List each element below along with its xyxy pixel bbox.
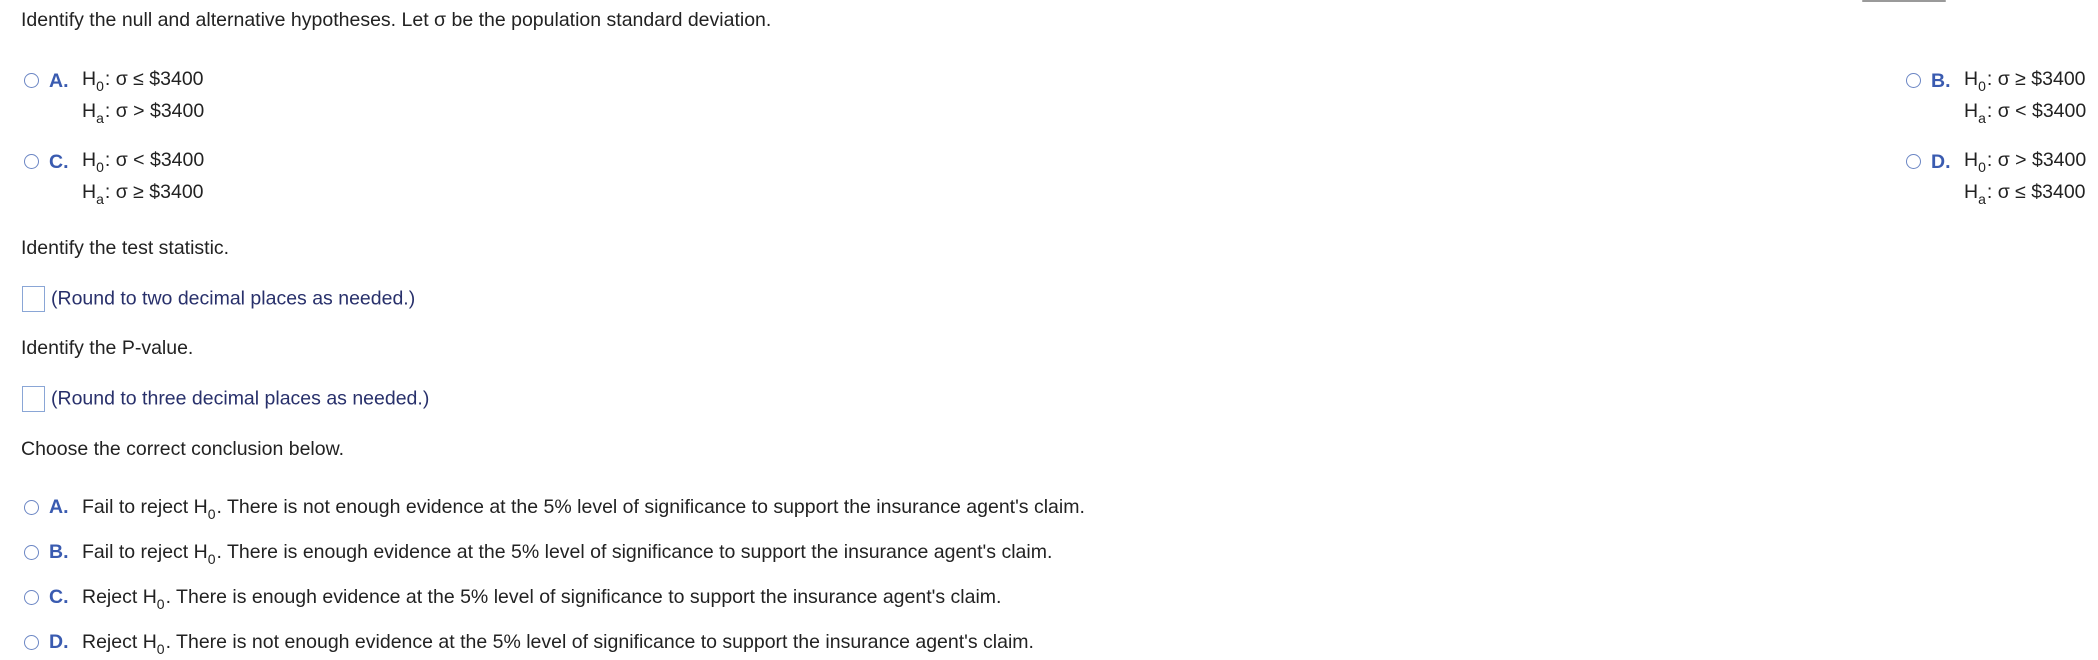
conclusion-option-d[interactable] [24, 631, 1034, 657]
conclusion-prompt: Choose the correct conclusion below. [21, 438, 345, 460]
option-text: Reject $H_0$. There is enough evidence at the 5% level of significance to support the insurance agent's claim. [82, 586, 1002, 612]
p-value-answer-row [22, 386, 429, 412]
alternative-hypothesis: $H_a$: σ < $3400 [1964, 100, 2087, 126]
option-text: Fail to reject $H_0$. There is not enough evidence at the 5% level of significance to support the insurance agent's claim. [82, 496, 1085, 522]
hypothesis-option-c[interactable] [24, 151, 204, 209]
option-letter: B. [1931, 70, 1951, 92]
rounding-hint: (Round to three decimal places as needed.) [51, 387, 430, 410]
hypotheses-prompt: Identify the null and alternative hypotheses. Let σ be the population standard deviation. [21, 9, 772, 31]
option-letter: D. [49, 631, 69, 653]
radio-button-icon[interactable] [1906, 154, 1921, 169]
null-hypothesis: $H_0$: σ < $3400 [82, 149, 205, 175]
hypothesis-option-b[interactable] [1906, 70, 2086, 128]
conclusion-option-b[interactable] [24, 541, 1053, 567]
null-hypothesis: $H_0$: σ ≤ $3400 [82, 68, 204, 94]
option-letter: C. [49, 151, 69, 173]
test-statistic-answer-row [22, 286, 415, 312]
conclusion-option-c[interactable] [24, 586, 1002, 612]
test-statistic-input[interactable] [22, 286, 45, 312]
radio-button-icon[interactable] [1906, 73, 1921, 88]
alternative-hypothesis: $H_a$: σ ≤ $3400 [1964, 181, 2086, 207]
conclusion-option-a[interactable] [24, 496, 1085, 522]
option-letter: A. [49, 496, 69, 518]
option-letter: A. [49, 70, 69, 92]
p-value-input[interactable] [22, 386, 45, 412]
test-statistic-prompt: Identify the test statistic. [21, 237, 230, 259]
p-value-prompt: Identify the P-value. [21, 337, 194, 359]
option-text: Reject $H_0$. There is not enough evidence at the 5% level of significance to support the insurance agent's claim. [82, 631, 1034, 657]
radio-button-icon[interactable] [24, 154, 39, 169]
hypothesis-option-a[interactable] [24, 70, 204, 128]
option-text: Fail to reject $H_0$. There is enough evidence at the 5% level of significance to support the insurance agent's claim. [82, 541, 1053, 567]
alternative-hypothesis: $H_a$: σ ≥ $3400 [82, 181, 204, 207]
radio-button-icon[interactable] [24, 635, 39, 650]
hypothesis-option-d[interactable] [1906, 151, 2086, 209]
null-hypothesis: $H_0$: σ ≥ $3400 [1964, 68, 2086, 94]
rounding-hint: (Round to two decimal places as needed.) [51, 287, 416, 310]
radio-button-icon[interactable] [24, 545, 39, 560]
option-letter: D. [1931, 151, 1951, 173]
radio-button-icon[interactable] [24, 73, 39, 88]
top-scroll-indicator [1862, 0, 1946, 2]
alternative-hypothesis: $H_a$: σ > $3400 [82, 100, 205, 126]
radio-button-icon[interactable] [24, 500, 39, 515]
option-letter: B. [49, 541, 69, 563]
radio-button-icon[interactable] [24, 590, 39, 605]
option-letter: C. [49, 586, 69, 608]
null-hypothesis: $H_0$: σ > $3400 [1964, 149, 2087, 175]
